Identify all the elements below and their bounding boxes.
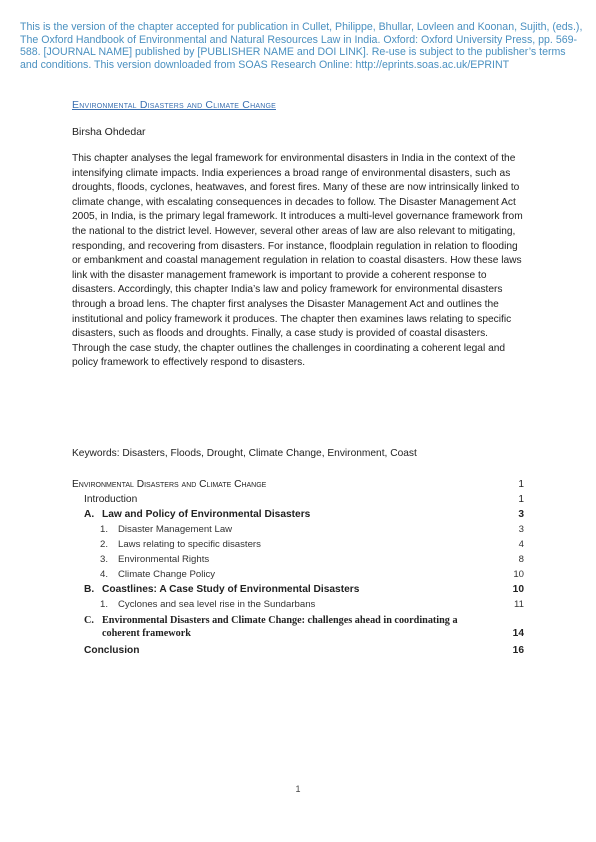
toc-item-a1-num: 1. — [100, 524, 109, 535]
toc-section-a-title: Law and Policy of Environmental Disasters — [102, 509, 311, 520]
toc-item-a2[interactable] — [72, 537, 524, 552]
chapter-title[interactable]: Environmental Disasters and Climate Change — [72, 99, 276, 111]
toc-section-b-num: B. — [84, 584, 95, 595]
toc-item-a2-num: 2. — [100, 539, 109, 550]
toc-item-b1-title: Cyclones and sea level rise in the Sundarbans — [118, 599, 316, 610]
toc-introduction-title: Introduction — [84, 494, 138, 505]
toc-item-a4[interactable] — [72, 567, 524, 582]
toc-item-b1[interactable] — [72, 597, 524, 612]
toc-item-a3-num: 3. — [100, 554, 109, 565]
toc-section-c-title: Environmental Disasters and Climate Change: challenges ahead in coordinating a coherent framework — [102, 615, 458, 639]
toc-heading-title: Environmental Disasters and Climate Change — [72, 479, 267, 490]
toc-item-a1-title: Disaster Management Law — [118, 524, 233, 535]
author-name: Birsha Ohdedar — [72, 126, 146, 138]
toc-item-a3-page: 8 — [518, 554, 524, 565]
toc-section-c-num: C. — [84, 615, 94, 626]
toc-conclusion-page: 16 — [512, 645, 524, 656]
publication-notice: This is the version of the chapter accepted for publication in Cullet, Philippe, Bhullar, Lovleen and Koonan, Sujith, (eds.), The Oxford Handbook of Environmental and Natural Resources Law in India. Oxford: Oxford University Press, pp. 569-588. [JOURNAL NAME] published by [PUBLISHER NAME and DOI LINK]. Re-use is subject to the publisher’s terms and conditions. This version downloaded from SOAS Research Online: http://eprints.soas.ac.uk/EPRINT — [20, 21, 583, 71]
toc-item-a4-title: Climate Change Policy — [118, 569, 216, 580]
toc-item-a1[interactable] — [72, 522, 524, 537]
toc-section-a[interactable] — [72, 507, 524, 522]
toc-item-a3[interactable] — [72, 552, 524, 567]
page-number: 1 — [295, 784, 301, 794]
toc-heading[interactable] — [72, 477, 524, 492]
keywords-line: Keywords: Disasters, Floods, Drought, Climate Change, Environment, Coast — [72, 448, 417, 459]
toc-item-a1-page: 3 — [518, 524, 524, 535]
toc-item-a2-title: Laws relating to specific disasters — [118, 539, 261, 550]
toc-item-a3-title: Environmental Rights — [118, 554, 210, 565]
toc-section-c[interactable] — [72, 615, 524, 640]
toc-section-b-title: Coastlines: A Case Study of Environmental Disasters — [102, 584, 360, 595]
toc-section-b-page: 10 — [512, 584, 524, 595]
toc-section-a-num: A. — [84, 509, 95, 520]
toc-item-b1-num: 1. — [100, 599, 109, 610]
toc-conclusion-title: Conclusion — [84, 645, 140, 656]
toc-introduction-page: 1 — [518, 494, 524, 505]
toc-heading-page: 1 — [518, 479, 524, 490]
toc-conclusion[interactable] — [72, 643, 524, 658]
toc-item-a2-page: 4 — [518, 539, 524, 550]
abstract-paragraph: This chapter analyses the legal framework for environmental disasters in India in the context of the intensifying climate impacts. India experiences a broad range of environmental disasters, such as droughts, floods, cyclones, heatwaves, and forest fires. Many of these are now intrinsically linked to climate change, with escalating consequences in decades to follow. The Disaster Management Act 2005, in India, is the primary legal framework. It introduces a multi-level governance framework from the national to the district level. However, several other areas of law are also relevant to mitigating, responding, and recovering from disasters. For instance, floodplain regulation in relation to flooding or embankment and coastal management regulation in relation to coastal disasters. How these laws link with the disaster management framework is important to provide a coherent response to disasters. Accordingly, this chapter India’s law and policy framework for environmental disasters through a broad lens. The chapter first analyses the Disaster Management Act and outlines the institutional and policy framework it produces. The chapter then examines laws relating to specific disasters, such as floods and droughts. Finally, a case study is provided of coastal disasters. Through the case study, the chapter outlines the challenges in coordinating a coherent legal and policy framework to effectively respond to disasters. — [72, 153, 523, 369]
toc-section-c-page: 14 — [512, 627, 524, 639]
toc-item-a4-page: 10 — [513, 569, 524, 580]
toc-section-b[interactable] — [72, 582, 524, 597]
toc-item-a4-num: 4. — [100, 569, 109, 580]
table-of-contents — [72, 477, 524, 658]
toc-item-b1-page: 11 — [514, 599, 524, 610]
toc-section-a-page: 3 — [518, 509, 524, 520]
toc-introduction[interactable] — [72, 492, 524, 507]
